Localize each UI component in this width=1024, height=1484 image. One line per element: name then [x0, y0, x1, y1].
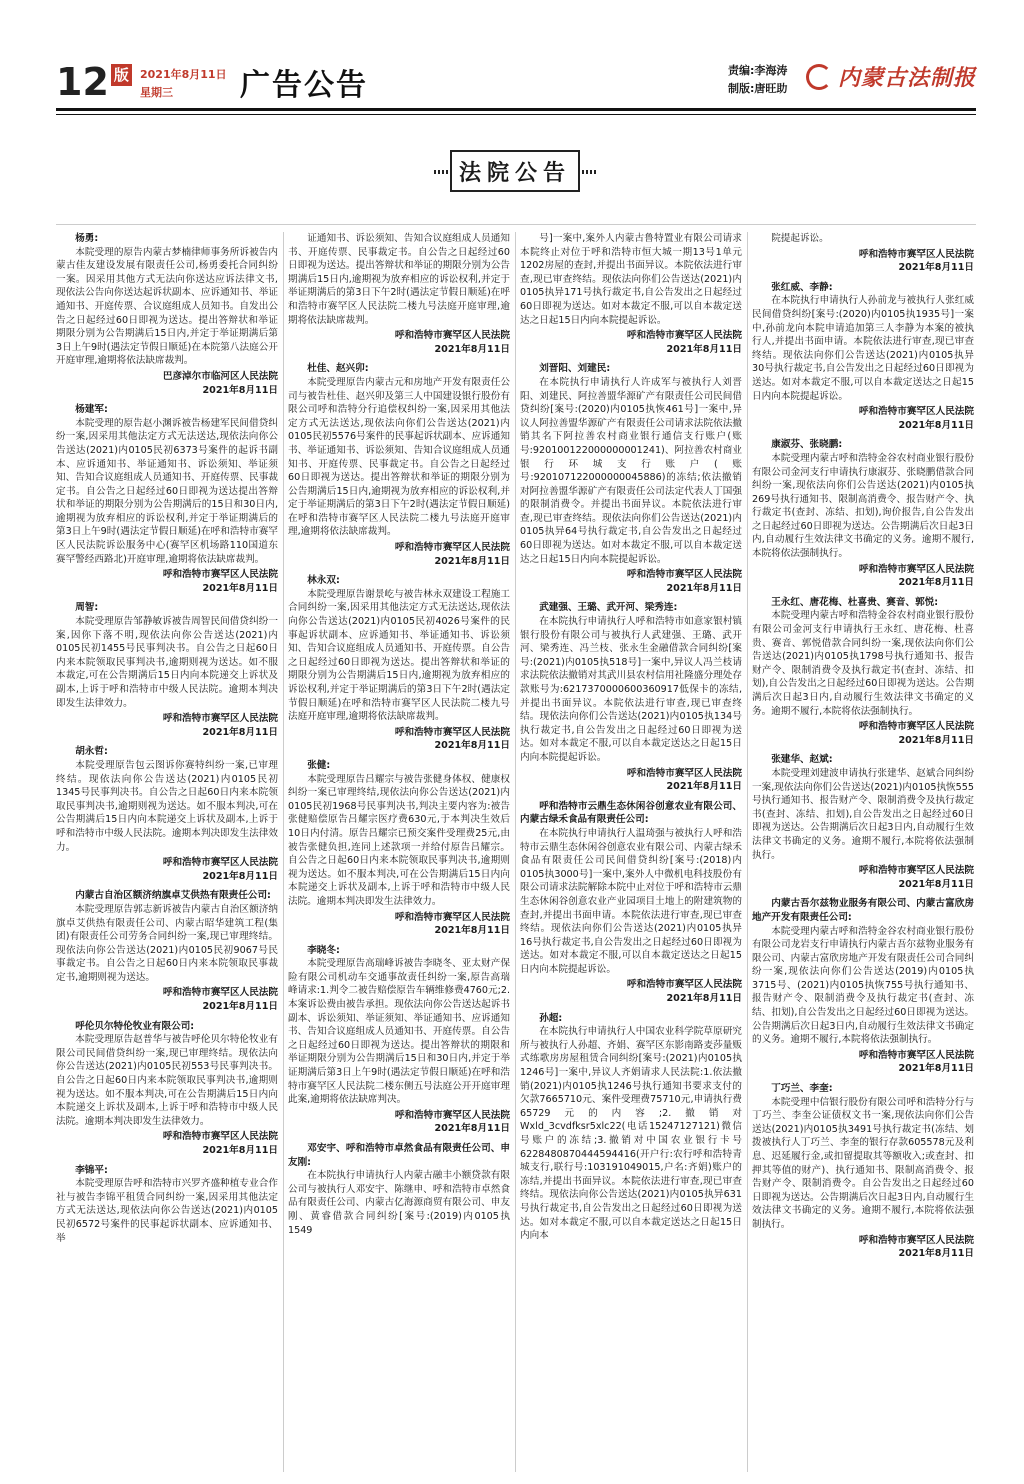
- notice-date: 2021年8月11日: [898, 1063, 974, 1075]
- notice-body: 本院受理中信银行股份有限公司呼和浩特分行与丁巧兰、李奎公证债权文书一案,现依法向你们公告送达(2021)内0105执3491号执行裁定书(冻结、划拨被执行人丁巧兰、李奎的银行存款605578元及利息、迟延履行金,或扣留提取其等额收入;或查封、扣押其等值的财产)、执行通知书、限制高消费令、报告财产令、限制消费令。自公告发出之日起经过60日即视为送达。公告期满后次日起3日内,自动履行生效法律文书确定的义务。逾期不履行,本院将依法强制执行。: [752, 1096, 974, 1230]
- notice-body: 本院受理原告内蒙古元和房地产开发有限责任公司与被告杜佳、赵兴卯及第三人中国建设银行股份有限公司呼和浩特分行追偿权纠纷一案,因采用其他法定方式无法送达,现依法向你们公告送达(2021)内0105民初5576号案件的民事起诉状副本、应诉通知书、举证通知书、诉讼须知、告知合议庭组成人员通知书、开庭传票、民事裁定书。自公告之日起经过60日即视为送达。提出答辩状和举证的期限分别为公告期满后15日内,逾期视为放弃相应的诉讼权利,并定于举证期满后的第3日下午2时(遇法定节假日顺延)在呼和浩特市赛罕区人民法院二楼九号法庭开庭审理,逾期将依法缺席裁判。: [288, 376, 510, 538]
- header-rule: [56, 108, 976, 111]
- notice-body: 证通知书、诉讼须知、告知合议庭组成人员通知书、开庭传票、民事裁定书。自公告之日起经过60日即视为送达。提出答辩状和举证的期限分别为公告期满后15日内,逾期视为放弃相应的诉讼权利,并定于举证期满后的第3日下午2时(遇法定节假日顺延)在呼和浩特市赛罕区人民法院二楼九号法庭开庭审理,逾期将依法缺席裁判。: [288, 233, 510, 326]
- notice-court: 呼和浩特市赛罕区人民法院: [162, 857, 278, 869]
- notice-body: 本院受理的原告赵小渊诉被告杨建军民间借贷纠纷一案,因采用其他法定方式无法送达,现依法向你公告送达(2021)内0105民初6373号案件的起诉书副本、应诉通知书、举证通知书、诉讼须知、举证须知、告知合议庭组成人员通知书、开庭传票、民事裁定书。自公告之日起经过60日即视为送达提出答辩状和举证的期限分别为公告期满后的15日和30日内,逾期视为放弃相应的诉讼权利,并定于举证期满后的第3日上午9时(遇法定节假日顺延)在呼和浩特市赛罕区人民法院诉讼服务中心(赛罕区机场路110国道东赛罕警经西路北)开庭审理,逾期将依法缺席裁判。: [56, 417, 278, 565]
- notice-court: 呼和浩特市赛罕区人民法院: [162, 1131, 278, 1143]
- notice-court: 呼和浩特市赛罕区人民法院: [162, 987, 278, 999]
- notice-body: 本院受理原告谢景屹与被告林永双建设工程施工合同纠纷一案,因采用其他法定方式无法送达,现依法向你公告送达(2021)内0105民初4026号案件的民事起诉状副本、应诉通知书、举证通知书、诉讼须知、告知合议庭组成人员通知书、开庭传票。自公告之日起经过60日即视为送达。提出答辩状和举证的期限分别为公告期满后15日内,逾期视为放弃相应的诉讼权利,并定于举证期满后的第3日下午2时(遇法定节假日顺延)在呼和浩特市赛罕区人民法院二楼九号法庭开庭审理,逾期将依法缺席裁判。: [288, 588, 510, 723]
- notice-court: 呼和浩特市赛罕区人民法院: [858, 248, 974, 260]
- notice-body: 本院受理内蒙古呼和浩特金谷农村商业银行股份有限公司金河支行申请执行康淑芬、张晓鹏借款合同纠纷一案,现依法向你们公告送达(2021)内0105执269号执行通知书、限制高消费令、报告财产令、执行裁定书(查封、冻结、扣划),询价报告,自公告发出之日起经过60日即视为送达。公告期满后次日起3日内,自动履行生效法律文书确定的义务。逾期不履行,本院将依法强制执行。: [752, 452, 974, 560]
- notice-date: 2021年8月11日: [202, 870, 278, 882]
- notice-addressee: 杨勇:: [75, 233, 99, 244]
- notice-body: 本院受理原告吕耀宗与被告张健身体权、健康权纠纷一案已审理终结,现依法向你公告送达(2021)内0105民初1968号民事判决书,判决主要内容为:被告张健赔偿原告吕耀宗医疗费630元,于本判决生效后10日内付清。原告吕耀宗已预交案件受理费25元,由被告张健负担,连同上述款项一并给付原告吕耀宗。自公告之日起60日内来本院领取民事判决书,逾期则视为送达。如不服本判决,可在公告期满后15日内向本院递交上诉状及副本,上诉于呼和浩特市中级人民法院。逾期本判决即发生法律效力。: [288, 773, 510, 907]
- notice-date: 2021年8月11日: [202, 1001, 278, 1013]
- court-notice: [56, 403, 278, 595]
- court-notice: [520, 800, 742, 1006]
- notice-body: 本院受理原告邹静敏诉被告周智民间借贷纠纷一案,因你下落不明,现依法向你公告送达(2021)内0105民初1455号民事判决书。自公告之日起60日内来本院领取民事判决书,逾期则视为送达。如不服本裁定,可在公告期满后15日内向本院递交上诉状及副本,上诉于呼和浩特市中级人民法院。逾期本判决即发生法律效力。: [56, 616, 278, 709]
- court-notice: [56, 1164, 278, 1246]
- notice-body: 本院受理原告郭志新诉被告内蒙古自治区额济纳旗卓艾供热有限责任公司、内蒙古昭华建筑工程(集团)有限责任公司劳务合同纠纷一案,现已审理终结。现依法向你公告送达(2021)内0105民初9067号民事裁定书。自公告之日起60日内来本院领取民事裁定书,逾期则视为送达。: [56, 903, 278, 983]
- court-notice: [520, 1012, 742, 1243]
- court-notice: [288, 362, 510, 568]
- notice-date: 2021年8月11日: [898, 878, 974, 890]
- notice-body: 在本院执行申请执行人温琦强与被执行人呼和浩特市云鼎生态休闲谷创意农业有限公司、内蒙古绿禾食品有限责任公司民间借贷纠纷[案号:(2018)内0105执3000号]一案中,案外人中微机电科技股份有限公司请求法院解除本院中止对位于呼和浩特市云鼎生态休闲谷创意农业产业园项目土地上的附建筑物的查封,并提出书面申请。本院依法进行审查,现已审查终结。现依法向你们公告送达(2021)内0105执异16号执行裁定书,自公告发出之日起经过60日即视为送达。如对本裁定不服,可以自本裁定送达之日起15日内向本院提起诉讼。: [520, 827, 742, 975]
- newspaper-logo: [806, 60, 976, 98]
- notice-date: 2021年8月11日: [434, 343, 510, 355]
- notice-body: 本院受理原告高瑞峰诉被告李晓冬、亚太财产保险有限公司机动车交通事故责任纠纷一案,原告高瑞峰请求:1.判令二被告赔偿原告车辆维修费4760元;2.本案诉讼费由被告承担。现依法向你公告送达起诉书副本、诉讼须知、举证须知、举证通知书、应诉通知书、告知合议庭组成人员通知书、开庭传票。自公告之日起经过60日即视为送达。提出答辩状的期限和举证期限分别为公告期满后15日和30日内,并定于举证期满后第3日上午9时(遇法定节假日顺延)在呼和浩特市赛罕区人民法院二楼东侧五号法庭公开开庭审理此案,逾期将依法缺席判决。: [288, 958, 510, 1106]
- notice-court: 呼和浩特市赛罕区人民法院: [858, 721, 974, 733]
- court-notice: [752, 596, 974, 748]
- notice-court: 呼和浩特市赛罕区人民法院: [858, 1234, 974, 1246]
- notice-body: 本院受理原告赵普华与被告呼伦贝尔特伦牧业有限公司民间借贷纠纷一案,现已审理终结。现依法向你公告送达(2021)内0105民初553号民事判决书。自公告之日起60日内来本院领取民事判决书,逾期则视为送达。如不服本判决,可在公告期满后15日内向本院递交上诉状及副本,上诉于呼和浩特市中级人民法院。逾期本判决即发生法律效力。: [56, 1034, 278, 1127]
- header-rule-thin: [56, 114, 976, 115]
- notice-court: 呼和浩特市赛罕区人民法院: [162, 713, 278, 725]
- column-divider: [515, 232, 516, 1472]
- issue-date: 2021年8月11日: [140, 68, 227, 81]
- notice-court: 呼和浩特市赛罕区人民法院: [394, 726, 510, 738]
- court-notice: [752, 1082, 974, 1261]
- court-notice: [56, 889, 278, 1013]
- notice-date: 2021年8月11日: [898, 734, 974, 746]
- notice-addressee: 邓安宇、呼和浩特市卓然食品有限责任公司、申友刚:: [288, 1143, 510, 1168]
- notice-date: 2021年8月11日: [898, 262, 974, 274]
- notice-body: 本院受理原告呼和浩特市兴罗齐盛种植专业合作社与被告李锦平租赁合同纠纷一案,因采用其他法定方式无法送达,现依法向你公告送达(2021)内0105民初6572号案件的民事起诉状副本、应诉通知书、举: [56, 1178, 278, 1244]
- notice-court: 呼和浩特市赛罕区人民法院: [394, 911, 510, 923]
- notice-date: 2021年8月11日: [202, 582, 278, 594]
- notice-date: 2021年8月11日: [202, 726, 278, 738]
- notice-date: 2021年8月11日: [434, 555, 510, 567]
- court-notice: [752, 281, 974, 433]
- ban-label: 版: [111, 64, 132, 86]
- notice-date: 2021年8月11日: [898, 1248, 974, 1260]
- court-notice: [56, 1020, 278, 1158]
- notice-body: 在本院执行申请执行人中国农业科学院草原研究所与被执行人孙超、齐娟、赛罕区东影南路麦莎量贩式练歌房房屋租赁合同纠纷[案号:(2021)内0105执1246号]一案中,异议人齐娟请求人民法院:1.依法撤销(2021)内0105执1246号执行通知书要求支付的欠款7665710元、案件受理费75710元,申请执行费65729元的内容;2.撤销对Wxld_3cvdfksr5xlc22(电话15247127121)微信号账户的冻结;3.撤销对中国农业银行卡号6228480870444594416(开户行:农行呼和浩特青城支行,联行号:103191049015,户名:齐娟)账户的冻结,并提出书面异议。本院依法进行审查,现已审查终结。现依法向你公告送达(2021)内0105执异631号执行裁定书,自公告发出之日起经过60日即视为送达。如对本裁定不服,可以自本裁定送达之日起15日内向本: [520, 1026, 742, 1242]
- court-notice: [56, 232, 278, 397]
- column-3: [520, 232, 742, 1472]
- notice-court: 呼和浩特市赛罕区人民法院: [162, 569, 278, 581]
- notice-court: 呼和浩特市赛罕区人民法院: [858, 865, 974, 877]
- editor: 责编:李海涛: [728, 64, 788, 77]
- notice-court: 呼和浩特市赛罕区人民法院: [626, 979, 742, 991]
- notice-addressee: 王永红、唐花梅、杜喜贵、赛音、郭悦:: [771, 596, 939, 608]
- court-notice: [752, 232, 974, 275]
- notice-addressee: 刘晋阳、刘建民:: [539, 363, 611, 375]
- page-number: 12 版: [56, 58, 132, 106]
- notice-addressee: 林永双:: [307, 575, 340, 587]
- notice-addressee: 杨建军:: [75, 404, 108, 416]
- section-title: 广告公告: [240, 68, 368, 103]
- column-2: [288, 232, 510, 1472]
- notice-columns: [56, 232, 976, 1472]
- banner-divider: [56, 224, 976, 225]
- notice-addressee: 内蒙古自治区额济纳旗卓艾供热有限责任公司:: [75, 890, 271, 902]
- notice-date: 2021年8月11日: [434, 925, 510, 937]
- notice-body: 本院受理内蒙古呼和浩特金谷农村商业银行股份有限公司龙岩支行申请执行内蒙古吾尔兹物业服务有限公司、内蒙古富欣房地产开发有限责任公司合同纠纷一案,现依法向你们公告送达(2019)内0105执3715号、(2021)内0105执恢755号执行通知书、报告财产令、限制消费令及执行裁定书(查封、冻结、扣划),自公告发出之日起经过60日即视为送达。公告期满后次日起3日内,自动履行生效法律文书确定的义务。逾期不履行,本院将依法强制执行。: [752, 925, 974, 1046]
- notice-body: 本院受理刘建波申请执行张建华、赵斌合同纠纷一案,现依法向你们公告送达(2021)内0105执恢555号执行通知书、报告财产令、限制消费令及执行裁定书(查封、冻结、扣划),自公告发出之日起经过60日即视为送达。公告期满后次日起3日内,自动履行生效法律文书确定的义务。逾期不履行,本院将依法强制执行。: [752, 767, 974, 861]
- notice-addressee: 孙超:: [539, 1012, 563, 1024]
- court-notice: [288, 232, 510, 356]
- notice-date: 2021年8月11日: [898, 419, 974, 431]
- column-divider: [747, 232, 748, 1472]
- notice-date: 2021年8月11日: [202, 384, 278, 396]
- notice-addressee: 康淑芬、张晓鹏:: [771, 439, 843, 451]
- notice-body: 号]一案中,案外人内蒙古鲁特置业有限公司请求本院终止对位于呼和浩特市恒大城一期13号1单元1202房屋的查封,并提出书面异议。本院依法进行审查,现已审查终结。现依法向你们公告送达(2021)内0105执异171号执行裁定书,自公告发出之日起经过60日即视为送达。如对本裁定不服,可以自本裁定送达之日起15日内向本院提起诉讼。: [520, 233, 742, 326]
- notice-date: 2021年8月11日: [434, 1123, 510, 1135]
- notice-addressee: 李晓冬:: [307, 944, 340, 956]
- notice-addressee: 周智:: [75, 602, 99, 614]
- notice-date: 2021年8月11日: [898, 577, 974, 589]
- column-divider: [283, 232, 284, 1472]
- notice-body: 院提起诉讼。: [771, 233, 829, 244]
- column-4: [752, 232, 974, 1472]
- court-notice: [56, 745, 278, 883]
- producer: 制版:唐旺助: [728, 82, 788, 95]
- notice-court: 呼和浩特市赛罕区人民法院: [626, 330, 742, 342]
- notice-body: 本院受理内蒙古呼和浩特金谷农村商业银行股份有限公司金河支行申请执行王永红、唐花梅、杜喜贵、赛音、郭悦借款合同纠纷一案,现依法向你们公告送达(2021)内0105执1798号执行通知书、报告财产令、限制消费令及执行裁定书(查封、冻结、扣划),自公告发出之日起经过60日即视为送达。公告期满后次日起3日内,自动履行生效法律文书确定的义务。逾期不履行,本院将依法强制执行。: [752, 610, 974, 717]
- notice-addressee: 杜佳、赵兴卯:: [307, 363, 369, 375]
- notice-date: 2021年8月11日: [666, 343, 742, 355]
- issue-date-block: [140, 66, 227, 102]
- court-notice: [520, 362, 742, 595]
- notice-body: 本院受理的原告内蒙古梦楠律师事务所诉被告内蒙古佳友建设发展有限责任公司,杨勇委托合同纠纷一案。因采用其他方式无法向你送达应诉法律文书,现依法公告向你送达起诉状副本、应诉通知书、举证通知书、开庭传票、合议庭组成人员知书。自发出公告之日起经过60日即视为送达。提出答辩状和举证期限分别为公告期满后15日内,并定于举证期满后第3日上午9时(遇法定节假日顺延)在本院第八法庭公开开庭审理,逾期将依法缺席裁判。: [56, 246, 278, 367]
- court-notice-banner: [450, 150, 580, 192]
- court-notice: [752, 897, 974, 1076]
- notice-addressee: 张健:: [307, 759, 331, 771]
- notice-addressee: 胡永哲:: [75, 746, 108, 758]
- notice-addressee: 李锦平:: [75, 1164, 108, 1176]
- notice-court: 呼和浩特市赛罕区人民法院: [626, 569, 742, 581]
- court-notice: [288, 759, 510, 938]
- notice-addressee: 呼伦贝尔特伦牧业有限公司:: [75, 1020, 195, 1032]
- court-notice: [520, 232, 742, 356]
- notice-court: 呼和浩特市赛罕区人民法院: [394, 1109, 510, 1121]
- notice-date: 2021年8月11日: [434, 740, 510, 752]
- editor-credits: [728, 62, 787, 98]
- masthead: [0, 0, 1024, 120]
- court-notice: [288, 944, 510, 1136]
- notice-body: 在本院执行申请执行人内蒙古融丰小额贷款有限公司与被执行人邓安宇、陈继申、呼和浩特市卓然食品有限责任公司、内蒙古亿海源商贸有限公司、申友刚、黄睿借款合同纠纷[案号:(2019)内0105执1549: [288, 1170, 510, 1236]
- court-notice: [288, 574, 510, 753]
- notice-court: 呼和浩特市赛罕区人民法院: [858, 1049, 974, 1061]
- notice-body: 在本院执行申请执行人许成军与被执行人刘晋阳、刘建民、阿拉善盟华源矿产有限责任公司民间借贷纠纷[案号:(2020)内0105执恢461号]一案中,异议人阿拉善盟华源矿产有限责任公司请求法院依法撤销其名下阿拉善农村商业银行通信支行账户(账号:920100122000000001241)、阿拉善农村商业银行环城支行账户(账号:920107122000000045886)的冻结;依法撤销对阿拉善盟华源矿产有限责任公司法定代表人丁国强的限制消费令。并提出书面异议。本院依法进行审查,现已审查终结。现依法向你们公告送达(2021)内0105执异64号执行裁定书,自公告发出之日起经过60日即视为送达。如对本裁定不服,可以自本裁定送达之日起15日内向本院提起诉讼。: [520, 376, 742, 565]
- court-notice: [56, 601, 278, 739]
- column-1: [56, 232, 278, 1472]
- notice-body: 在本院执行申请执行人孙前龙与被执行人张红威民间借贷纠纷[案号:(2020)内0105执1935号]一案中,孙前龙向本院申请追加第三人李静为本案的被执行人,并提出书面申请。本院依法进行审查,现已审查终结。现依法向你们公告送达(2021)内0105执异30号执行裁定书,自公告发出之日起经过60日即视为送达。如对本裁定不服,可以自本裁定送达之日起15日内向本院提起诉讼。: [752, 295, 974, 402]
- banner-title: 法院公告: [458, 159, 571, 186]
- notice-court: 呼和浩特市赛罕区人民法院: [858, 563, 974, 575]
- notice-body: 本院受理原告包云图诉你赛特纠纷一案,已审理终结。现依法向你公告送达(2021)内0105民初1345号民事判决书。自公告之日起60日内来本院领取民事判决书,逾期则视为送达。如不服本判决,可在公告期满后15日内向本院递交上诉状及副本,上诉于呼和浩特市中级人民法院。逾期本判决即发生法律效力。: [56, 759, 278, 853]
- notice-court: 呼和浩特市赛罕区人民法院: [394, 330, 510, 342]
- notice-body: 在本院执行申请执行人呼和浩特市如意家银村镇银行股份有限公司与被执行人武建强、王璐、武开河、梁秀连、冯兰枝、张永生金融借款合同纠纷[案号:(2021)内0105执518号]一案中,异议人冯兰枝请求法院依法撤销对其武川县农村信用社隆盛分理处存款账号为:6217370000600360917低保卡的冻结,并提出书面异议。本院依法进行审查,现已审查终结。现依法向你们公告送达(2021)内0105执134号执行裁定书,自公告发出之日起经过60日即视为送达。如对本裁定不服,可以自本裁定送达之日起15日内向本院提起诉讼。: [520, 616, 742, 763]
- court-notice: [520, 601, 742, 793]
- notice-addressee: 张红威、李静:: [771, 281, 833, 293]
- court-notice: [288, 1142, 510, 1237]
- notice-addressee: 武建强、王璐、武开河、梁秀连:: [539, 602, 678, 614]
- notice-court: 呼和浩特市赛罕区人民法院: [626, 767, 742, 779]
- logo-text: 内蒙古法制报: [838, 65, 977, 91]
- notice-addressee: 内蒙古吾尔兹物业服务有限公司、内蒙古富欣房地产开发有限责任公司:: [752, 898, 974, 923]
- notice-court: 巴彦淖尔市临河区人民法院: [162, 370, 278, 382]
- notice-addressee: 张建华、赵斌:: [771, 754, 833, 766]
- notice-date: 2021年8月11日: [666, 993, 742, 1005]
- logo-mark-icon: [806, 64, 832, 90]
- notice-date: 2021年8月11日: [666, 781, 742, 793]
- notice-court: 呼和浩特市赛罕区人民法院: [394, 542, 510, 554]
- notice-addressee: 丁巧兰、李奎:: [771, 1083, 833, 1095]
- notice-addressee: 呼和浩特市云鼎生态休闲谷创意农业有限公司、内蒙古绿禾食品有限责任公司:: [520, 800, 742, 826]
- issue-weekday: 星期三: [140, 86, 173, 99]
- court-notice: [752, 753, 974, 891]
- court-notice: [752, 438, 974, 590]
- notice-court: 呼和浩特市赛罕区人民法院: [858, 406, 974, 418]
- notice-date: 2021年8月11日: [202, 1145, 278, 1156]
- notice-date: 2021年8月11日: [666, 582, 742, 594]
